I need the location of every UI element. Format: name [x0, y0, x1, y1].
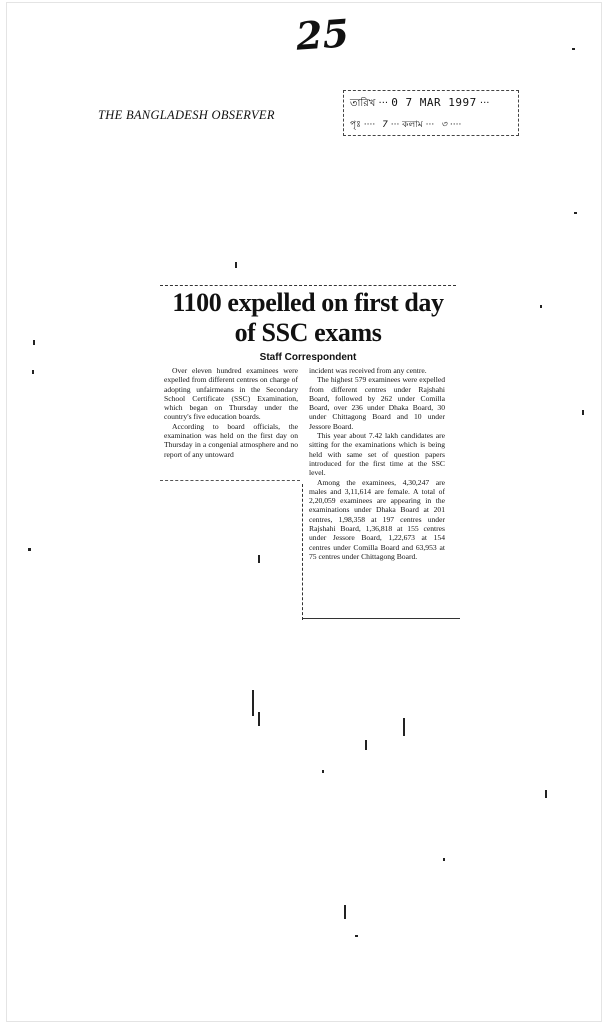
- scan-speck: [355, 935, 358, 937]
- scan-speck: [365, 740, 367, 750]
- scan-speck: [33, 340, 35, 345]
- article-headline: 1100 expelled on first day of SSC exams: [172, 288, 444, 347]
- article-right-column: [309, 366, 445, 561]
- stamp-page-label: পৃঃ: [350, 120, 361, 130]
- scan-speck: [322, 770, 324, 773]
- scan-speck: [582, 410, 584, 415]
- scan-speck: [32, 370, 34, 374]
- scan-speck: [443, 858, 445, 861]
- scan-speck: [540, 305, 542, 308]
- stamp-column-label: কলাম: [402, 120, 423, 130]
- right-paragraph: Among the examinees, 4,30,247 are males and 3,11,614 are female. A total of 2,20,059 examinees are appearing in the examinations under Dhaka Board at 201 centres, 1,98,358 at 197 centres under Rajshahi Board, 1,36,818 at 155 centres under Jessore Board, 1,22,673 at 154 centres under Comilla Board and 63,953 at 75 centres under Chittagong Board.: [309, 477, 445, 561]
- clipping-top-border: [160, 285, 456, 287]
- scan-speck: [545, 790, 547, 798]
- stamp-date: 0 7 MAR 1997: [391, 96, 477, 109]
- scan-speck: [574, 212, 577, 214]
- clipping-bottom-border: [302, 618, 460, 620]
- stamp-column-value: ৩: [441, 120, 447, 130]
- scan-speck: [235, 262, 237, 268]
- scan-speck: [572, 48, 575, 50]
- date-stamp: [343, 90, 519, 136]
- left-paragraph: According to board officials, the examination was held on the first day on Thursday in a congenial atmosphere and no report of any untoward: [164, 421, 298, 459]
- scan-speck: [258, 712, 260, 726]
- page-number: 25: [294, 10, 351, 59]
- right-paragraph: The highest 579 examinees were expelled from different centres under Rajshahi Board, followed by 262 under Comilla Board, over 236 under Dhaka Board, 30 under Chittagong Board and 10 under Jessore Board.: [309, 375, 445, 431]
- page-frame: [6, 2, 602, 1022]
- right-paragraph: This year about 7.42 lakh candidates are sitting for the examinations which is being held with same set of question papers introduced for the first time at the SSC level.: [309, 431, 445, 478]
- stamp-page-row: পৃঃ ···· 7 ··· কলাম ··· ৩ ····: [350, 120, 462, 130]
- publication-name: THE BANGLADESH OBSERVER: [98, 108, 275, 122]
- clipping-right-cut-edge: [302, 484, 304, 620]
- scan-speck: [28, 548, 31, 551]
- scan-speck: [344, 905, 346, 919]
- clipping-left-cut: [160, 480, 300, 481]
- scan-speck: [252, 690, 254, 716]
- right-paragraph: incident was received from any centre.: [309, 366, 427, 375]
- article-left-column: [164, 366, 298, 459]
- stamp-page-value: 7: [382, 120, 388, 130]
- scan-speck: [403, 718, 405, 736]
- scan-speck: [258, 555, 260, 563]
- left-paragraph: Over eleven hundred examinees were expelled from different centres on charge of adopting unfairmeans in the Secondary School Certificate (SSC) Examination, which began on Thursday under the country's five education boards.: [164, 366, 298, 422]
- article-byline: Staff Correspondent: [259, 352, 357, 363]
- stamp-date-label: তারিখ: [350, 98, 376, 109]
- stamp-date-row: তারিখ ··· 0 7 MAR 1997 ···: [350, 96, 490, 109]
